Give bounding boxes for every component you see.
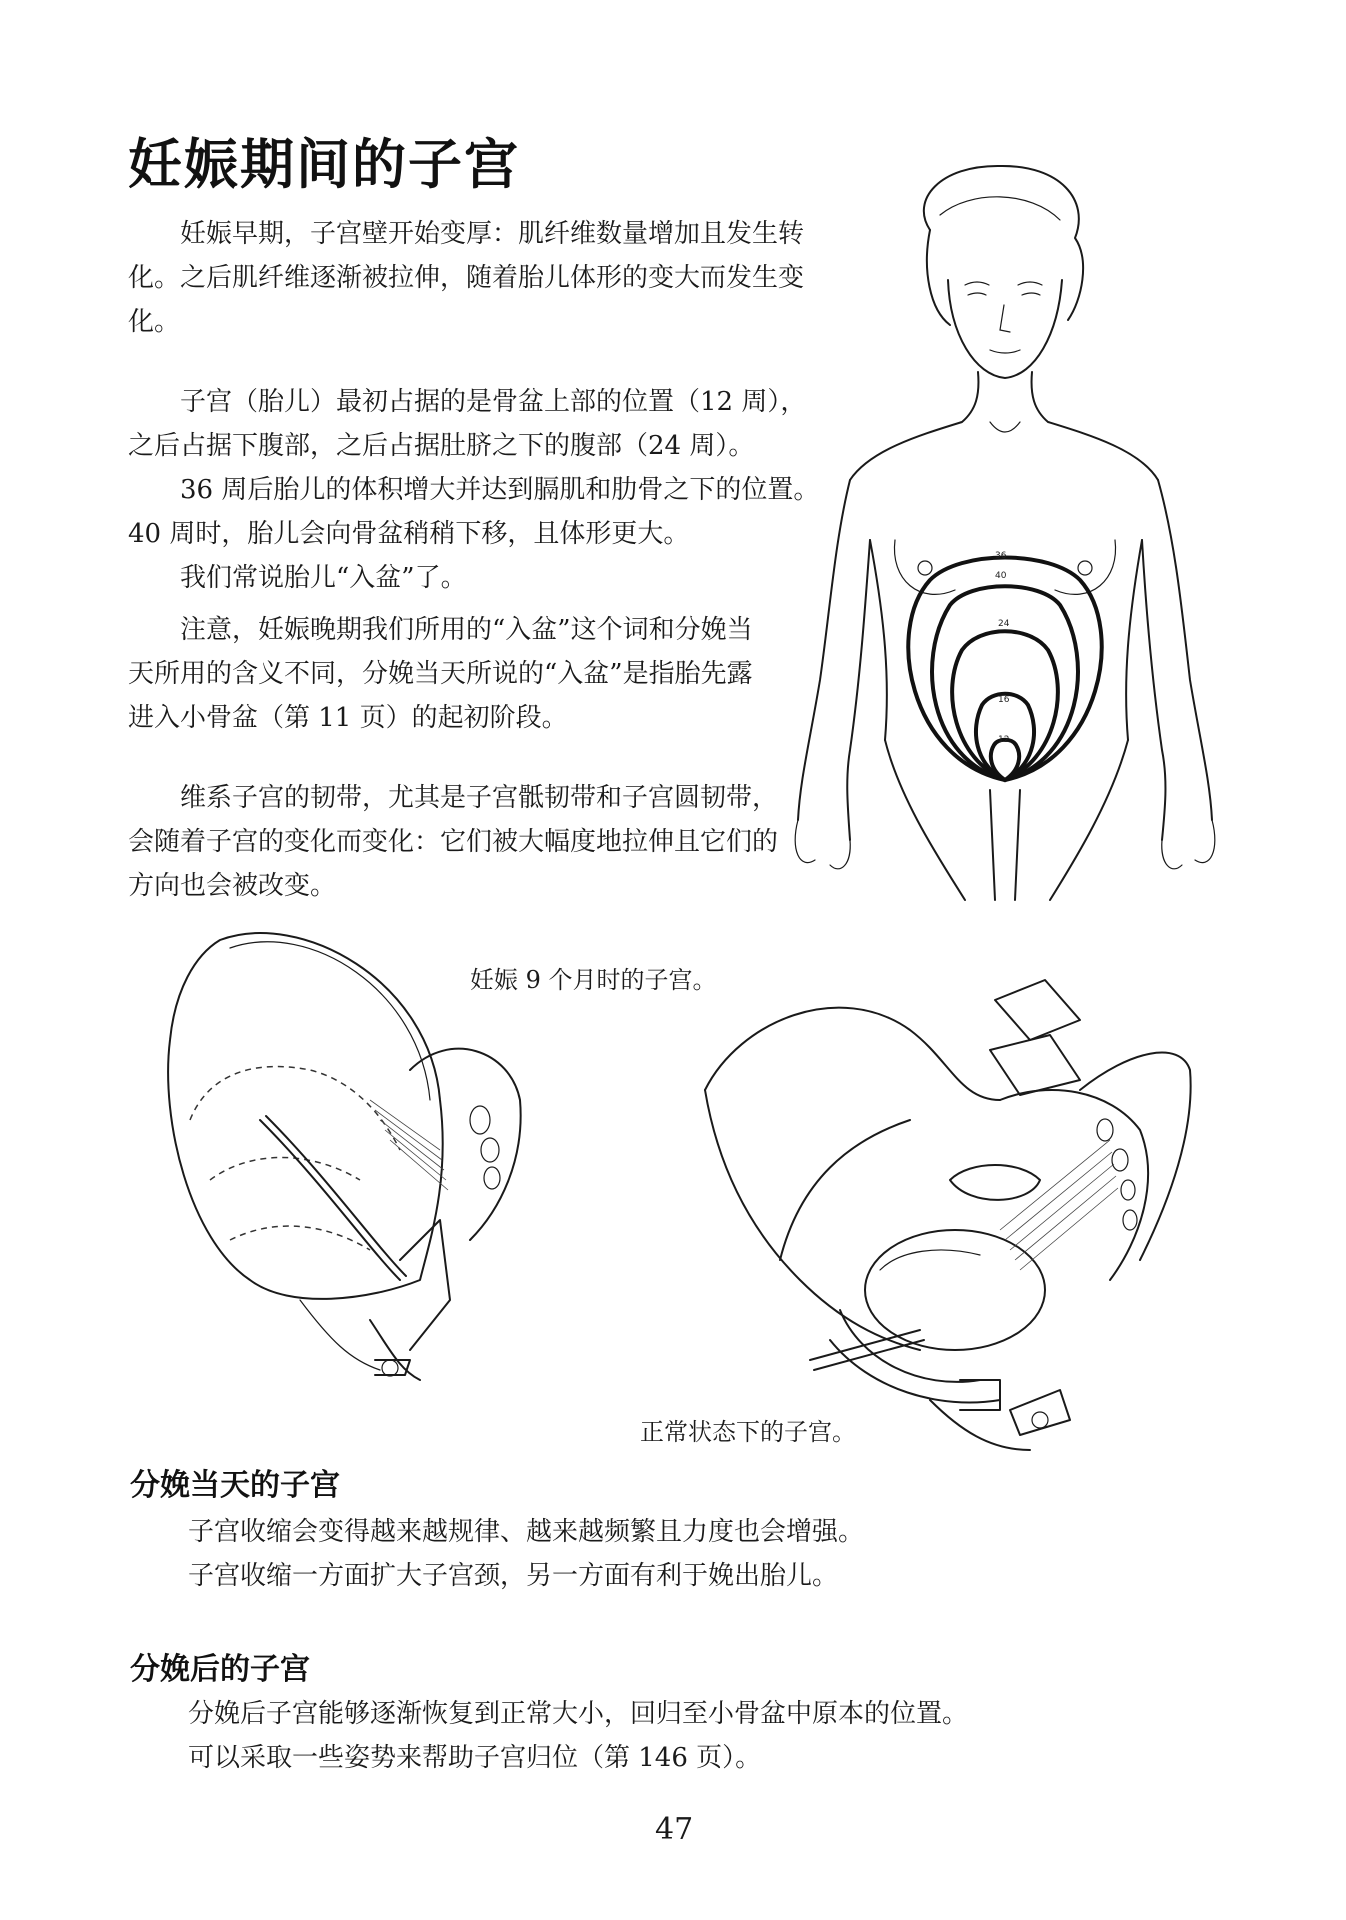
intro-paragraph-4: 我们常说胎儿“入盆”了。: [180, 563, 467, 593]
heading-postpartum: 分娩后的子宫: [130, 1652, 310, 1687]
torso-uterus-figure: [790, 160, 1220, 900]
caption-normal-uterus: 正常状态下的子宫。: [640, 1418, 856, 1446]
delivery-day-text: [188, 1510, 1188, 1598]
postpartum-line-2: 可以采取一些姿势来帮助子宫归位（第 146 页）。: [188, 1743, 762, 1773]
label-16-weeks: 16: [998, 695, 1010, 705]
label-12-weeks: 12: [998, 735, 1010, 745]
postpartum-line-1: 分娩后子宫能够逐渐恢复到正常大小，回归至小骨盆中原本的位置。: [188, 1699, 969, 1729]
note-text: [128, 608, 778, 908]
heading-delivery-day: 分娩当天的子宫: [130, 1468, 340, 1503]
normal-uterus-figure: [700, 980, 1200, 1460]
intro-paragraph-2: 子宫（胎儿）最初占据的是骨盆上部的位置（12 周），之后占据下腹部，之后占据肚脐之下的腹部（24 周）。: [128, 387, 807, 461]
page-number: 47: [655, 1812, 694, 1847]
intro-paragraph-1: 妊娠早期，子宫壁开始变厚：肌纤维数量增加且发生转化。之后肌纤维逐渐被拉伸，随着胎儿体形的变大而发生变化。: [128, 219, 805, 337]
label-36-weeks: 36: [995, 551, 1007, 561]
pregnant-uterus-figure: [150, 920, 530, 1460]
intro-text: [128, 212, 830, 600]
postpartum-text: [188, 1692, 1238, 1780]
caption-pregnant-uterus: 妊娠 9 个月时的子宫。: [470, 966, 717, 994]
intro-paragraph-3: 36 周后胎儿的体积增大并达到膈肌和肋骨之下的位置。40 周时，胎儿会向骨盆稍稍下移，且体形更大。: [128, 475, 820, 549]
intro-paragraph-6: 维系子宫的韧带，尤其是子宫骶韧带和子宫圆韧带，会随着子宫的变化而变化：它们被大幅度地拉伸且它们的方向也会被改变。: [128, 783, 779, 901]
label-24-weeks: 24: [998, 619, 1010, 629]
delivery-day-line-2: 子宫收缩一方面扩大子宫颈，另一方面有利于娩出胎儿。: [188, 1561, 839, 1591]
intro-paragraph-5: 注意，妊娠晚期我们所用的“入盆”这个词和分娩当天所用的含义不同，分娩当天所说的“入盆”是指胎先露进入小骨盆（第 11 页）的起初阶段。: [128, 615, 753, 733]
label-40-weeks: 40: [995, 571, 1007, 581]
page-title: 妊娠期间的子宫: [128, 133, 520, 196]
delivery-day-line-1: 子宫收缩会变得越来越规律、越来越频繁且力度也会增强。: [188, 1517, 865, 1547]
